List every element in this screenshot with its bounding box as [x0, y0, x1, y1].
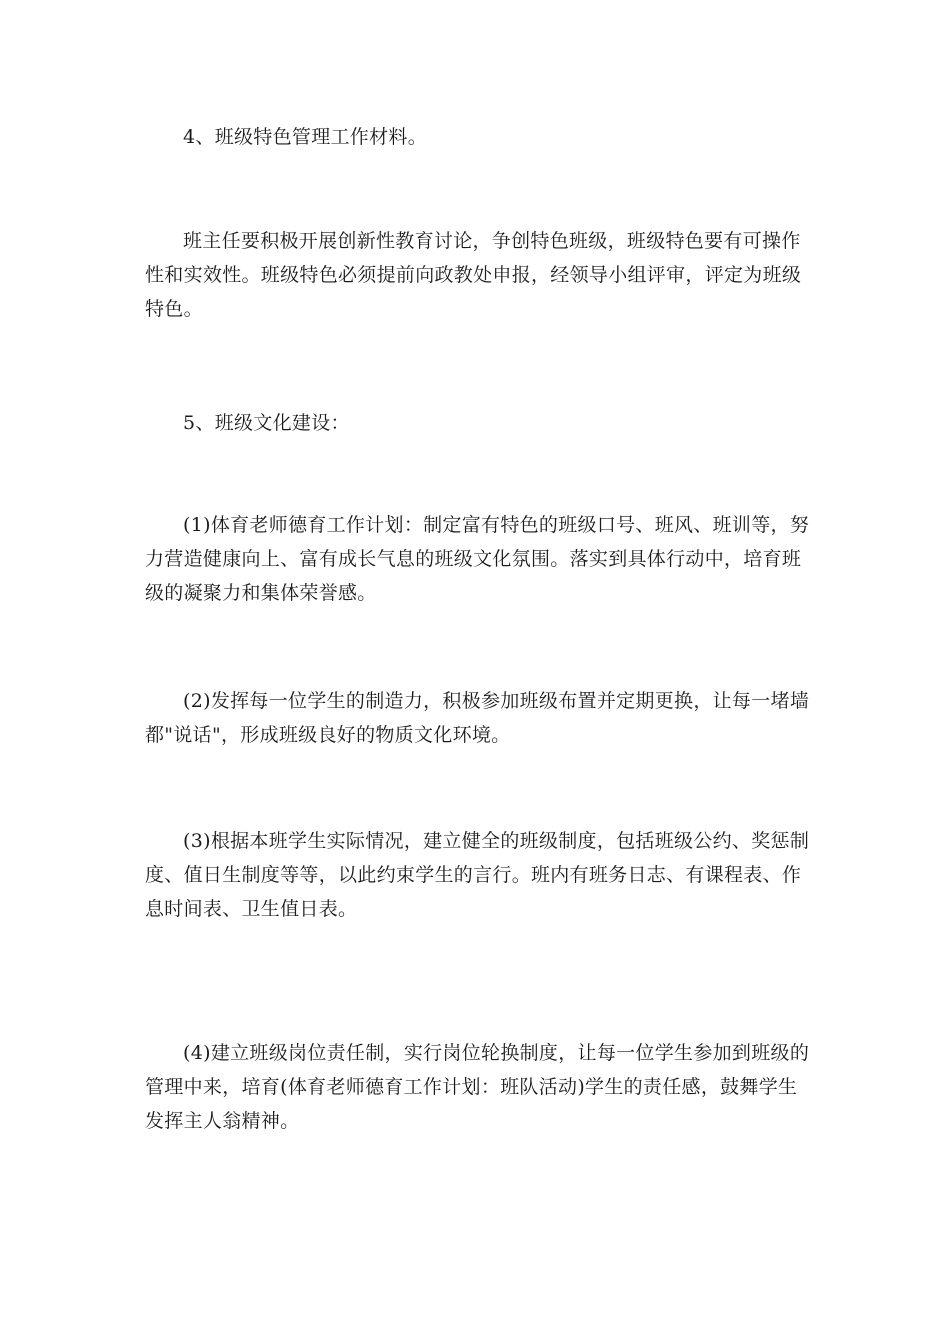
list-item-1: (1)体育老师德育工作计划：制定富有特色的班级口号、班风、班训等，努力营造健康向上、富有成长气息的班级文化氛围。落实到具体行动中，培育班级的凝聚力和集体荣誉感。 [145, 514, 810, 604]
paragraph-class-feature: 班主任要积极开展创新性教育讨论，争创特色班级，班级特色要有可操作性和实效性。班级特色必须提前向政教处申报，经领导小组评审，评定为班级特色。 [145, 230, 802, 320]
section-heading-4: 4、班级特色管理工作材料。 [183, 126, 427, 148]
section-heading-5: 5、班级文化建设： [183, 412, 350, 434]
list-item-3: (3)根据本班学生实际情况，建立健全的班级制度，包括班级公约、奖惩制度、值日生制度等等，以此约束学生的言行。班内有班务日志、有课程表、作息时间表、卫生值日表。 [145, 830, 810, 920]
list-item-4: (4)建立班级岗位责任制，实行岗位轮换制度，让每一位学生参加到班级的管理中来，培育(体育老师德育工作计划：班队活动)学生的责任感，鼓舞学生发挥主人翁精神。 [145, 1042, 810, 1132]
list-item-2: (2)发挥每一位学生的制造力，积极参加班级布置并定期更换，让每一堵墙都"说话"，形成班级良好的物质文化环境。 [145, 690, 810, 746]
